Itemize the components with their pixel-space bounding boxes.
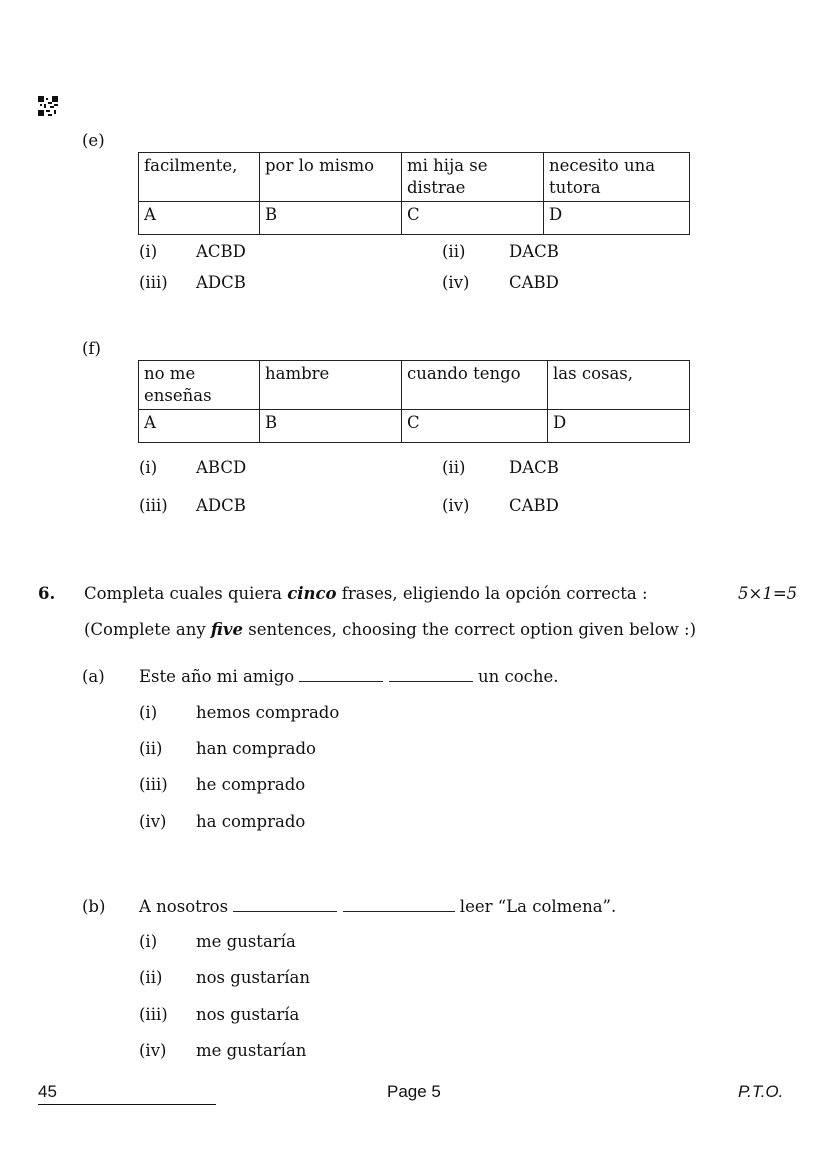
option-number: (ii) (139, 968, 163, 987)
instruction-text: (Complete any (84, 620, 211, 639)
option-value: DACB (509, 458, 559, 477)
page-number: Page 5 (387, 1082, 441, 1101)
option-value: ha comprado (196, 812, 306, 831)
table-cell: cuando tengo (402, 361, 548, 410)
option-number: (iii) (139, 775, 168, 794)
option-number: (iii) (139, 273, 168, 292)
option-value: han comprado (196, 739, 316, 758)
table-cell: C (402, 410, 548, 443)
table-cell: por lo mismo (260, 153, 402, 202)
question-instruction-spanish (84, 584, 648, 603)
sub-question-sentence-a (139, 667, 559, 686)
table-cell: C (402, 202, 544, 235)
option-value: DACB (509, 242, 559, 261)
option-number: (iv) (139, 1041, 167, 1060)
table-cell: hambre (260, 361, 402, 410)
question-instruction-english (84, 620, 696, 639)
question-number: 6. (38, 584, 56, 603)
table-cell: A (139, 410, 260, 443)
sub-question-label-b: (b) (82, 897, 106, 916)
table-cell: facilmente, (139, 153, 260, 202)
option-number: (i) (139, 932, 158, 951)
table-cell: B (260, 410, 402, 443)
sentence-text: A nosotros (139, 897, 229, 916)
option-number: (ii) (442, 242, 466, 261)
sentence-text: Este año mi amigo (139, 667, 295, 686)
table-cell: necesito una tutora (544, 153, 690, 202)
table-cell: mi hija se distrae (402, 153, 544, 202)
option-number: (i) (139, 703, 158, 722)
option-number: (iv) (442, 496, 470, 515)
table-cell: A (139, 202, 260, 235)
blank-line (389, 667, 473, 682)
option-number: (iii) (139, 496, 168, 515)
table-cell: las cosas, (548, 361, 690, 410)
table-cell: B (260, 202, 402, 235)
option-value: hemos comprado (196, 703, 340, 722)
blank-line (233, 897, 337, 912)
ordering-table-f (138, 360, 690, 443)
option-value: me gustarían (196, 1041, 307, 1060)
sentence-text: un coche. (477, 667, 559, 686)
option-value: nos gustarían (196, 968, 311, 987)
sub-question-sentence-b (139, 897, 616, 916)
qr-code-icon (38, 96, 58, 116)
option-number: (iv) (442, 273, 470, 292)
marks-label: 5×1=5 (738, 584, 798, 603)
instruction-emphasis: five (210, 620, 244, 639)
sentence-text: leer “La colmena”. (459, 897, 617, 916)
table-cell: no me enseñas (139, 361, 260, 410)
blank-line (299, 667, 383, 682)
option-number: (i) (139, 458, 158, 477)
instruction-text: sentences, choosing the correct option given below :) (243, 620, 697, 639)
option-value: CABD (509, 496, 559, 515)
table-cell: D (548, 410, 690, 443)
option-value: me gustaría (196, 932, 296, 951)
instruction-text: frases, eligiendo la opción correcta : (336, 584, 648, 603)
option-value: he comprado (196, 775, 306, 794)
option-number: (ii) (139, 739, 163, 758)
option-number: (iv) (139, 812, 167, 831)
option-value: nos gustaría (196, 1005, 300, 1024)
paper-code: 45 (38, 1082, 57, 1101)
table-cell: D (544, 202, 690, 235)
option-value: ACBD (196, 242, 246, 261)
option-value: CABD (509, 273, 559, 292)
sub-question-label-a: (a) (82, 667, 105, 686)
option-value: ADCB (196, 273, 246, 292)
option-number: (ii) (442, 458, 466, 477)
option-number: (iii) (139, 1005, 168, 1024)
question-label-e: (e) (82, 131, 105, 150)
question-label-f: (f) (82, 339, 101, 358)
blank-line (343, 897, 455, 912)
option-value: ABCD (196, 458, 247, 477)
option-number: (i) (139, 242, 158, 261)
ordering-table-e (138, 152, 690, 235)
instruction-text: Completa cuales quiera (84, 584, 288, 603)
pto-label: P.T.O. (738, 1082, 784, 1101)
option-value: ADCB (196, 496, 246, 515)
footer-rule (38, 1104, 216, 1105)
instruction-emphasis: cinco (287, 584, 337, 603)
